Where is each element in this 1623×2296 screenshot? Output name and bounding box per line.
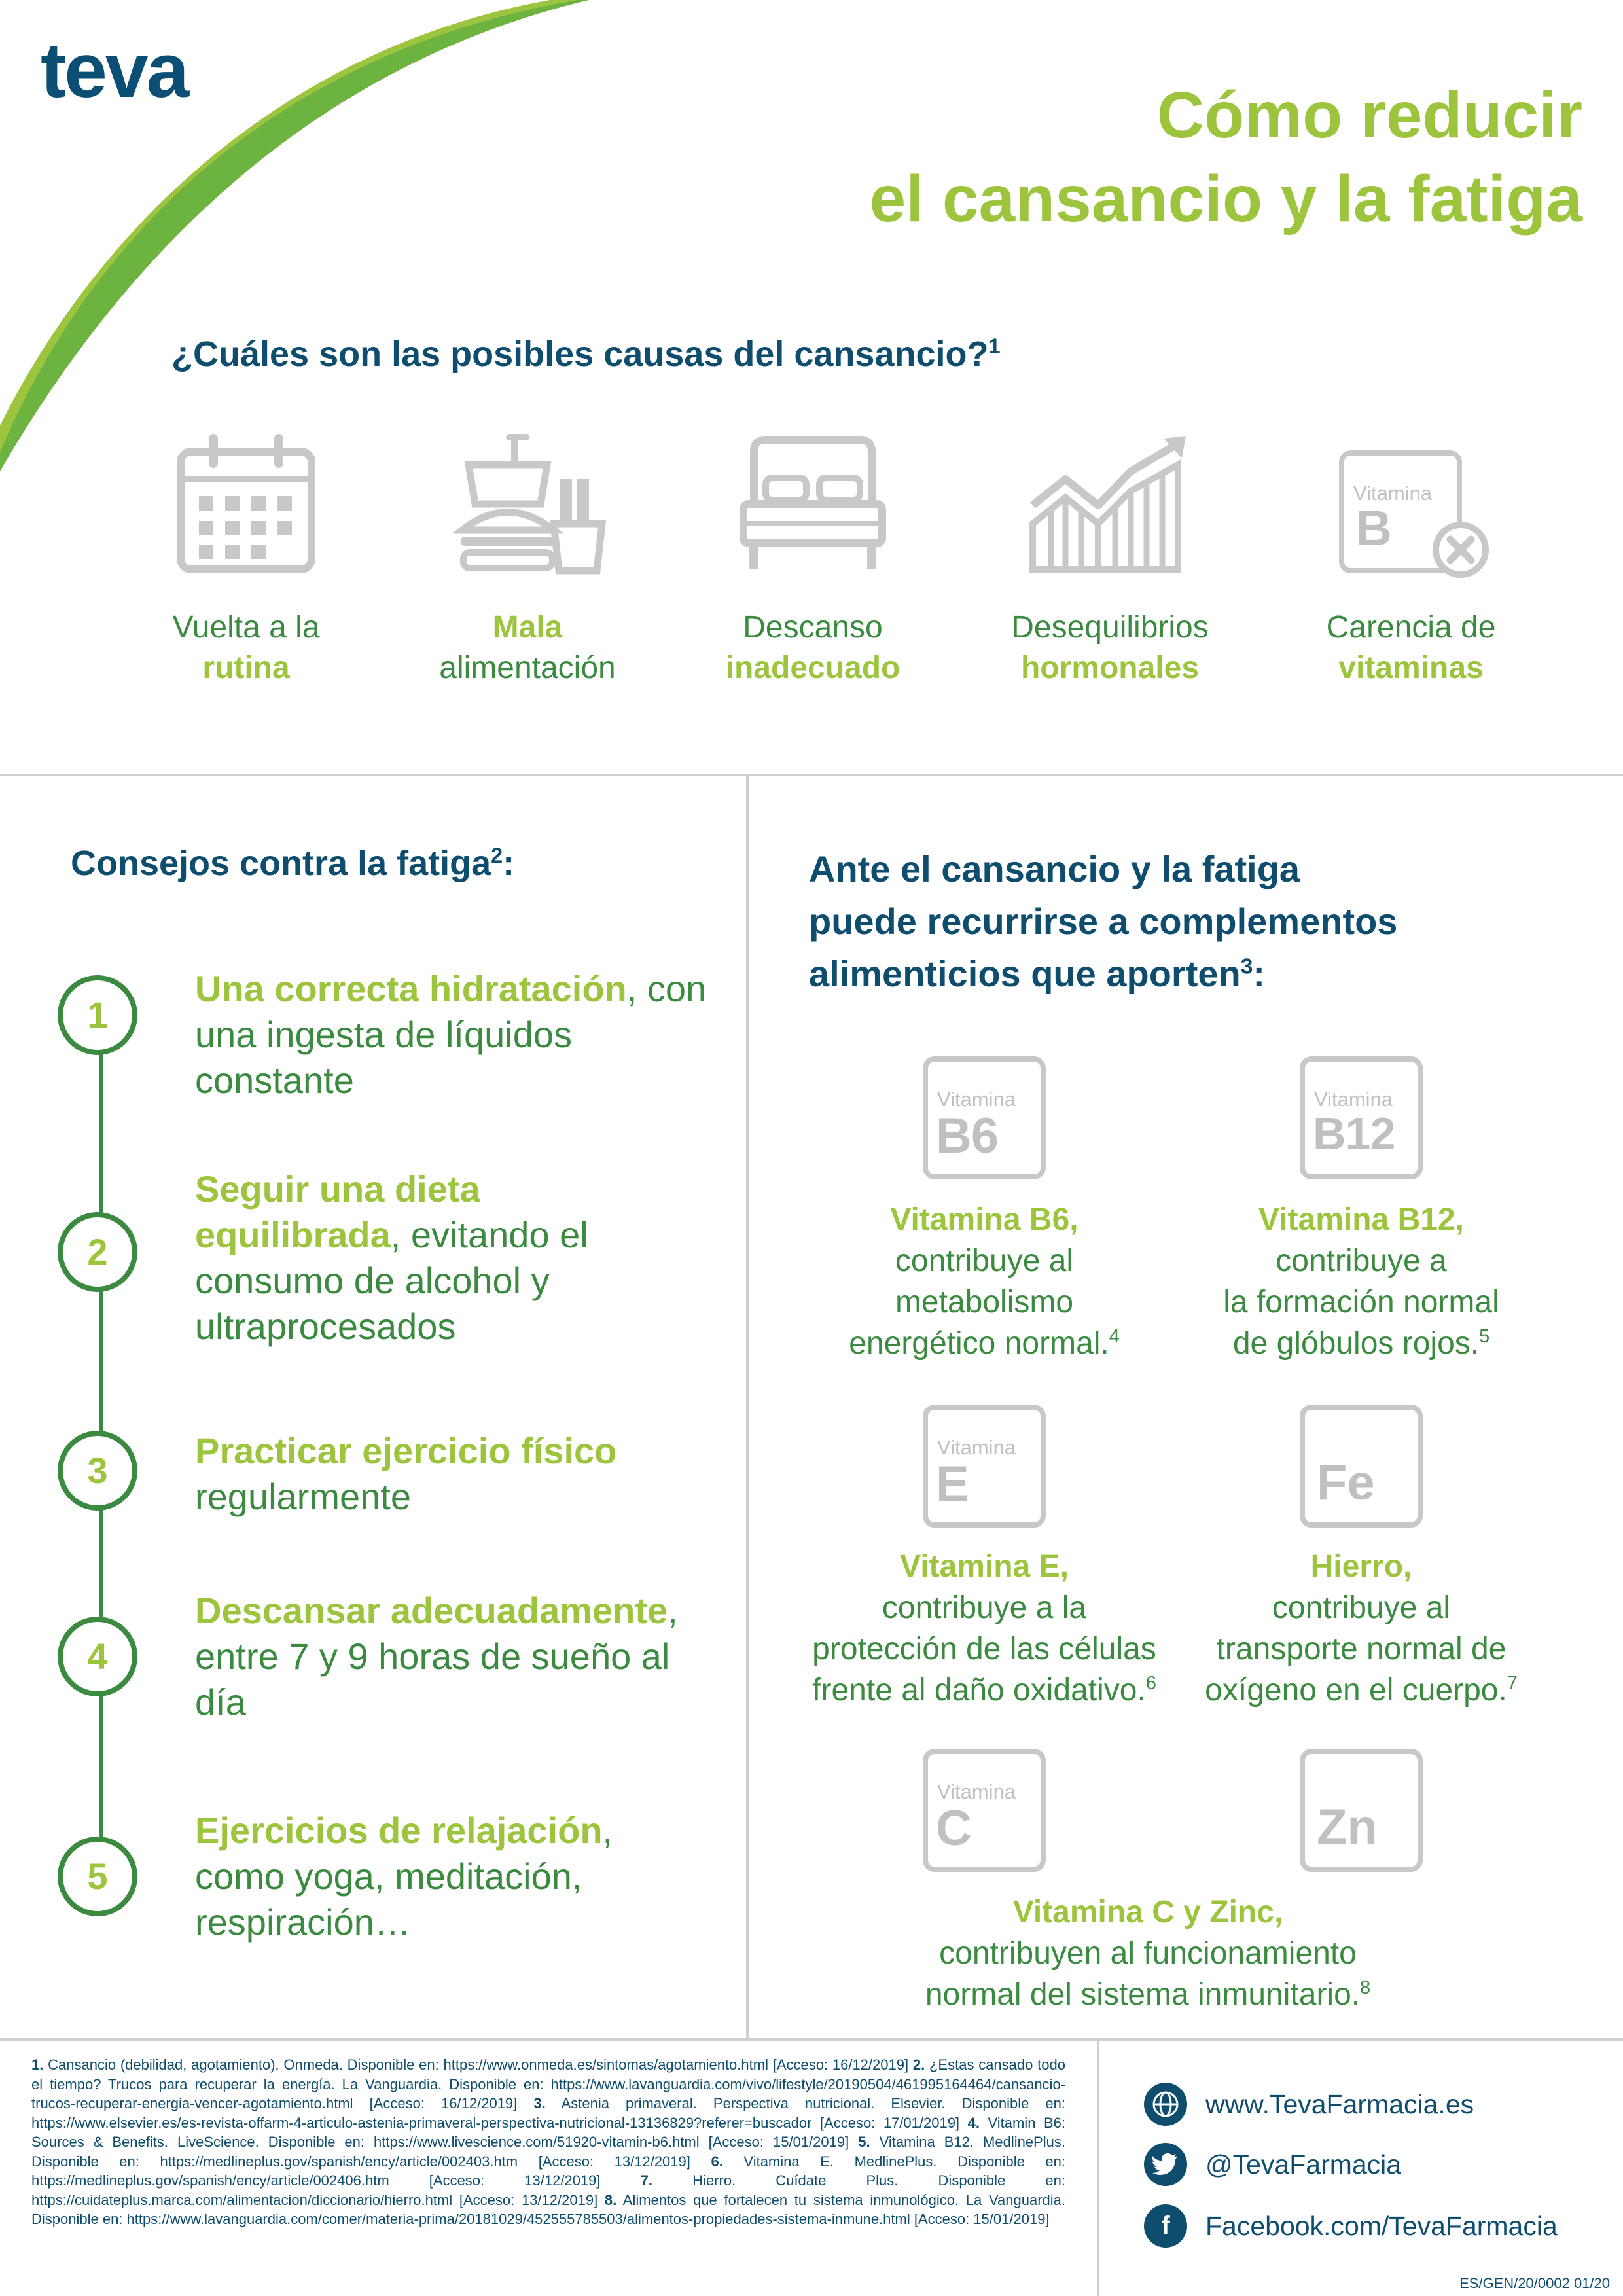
cause-rutina-label <box>115 607 377 689</box>
facebook-link[interactable] <box>1144 2203 1558 2249</box>
iron-name: Hierro, <box>1310 1549 1412 1584</box>
vitamin-c-zinc-description <box>886 1892 1410 2015</box>
iron-ref: 7 <box>1507 1673 1518 1694</box>
ref-7-number: 7. <box>640 2172 653 2189</box>
vitamin-b6-name: Vitamina B6, <box>890 1202 1079 1237</box>
ref-2-number: 2. <box>912 2056 925 2073</box>
causes-heading-text: ¿Cuáles son las posibles causas del cansancio? <box>171 334 989 374</box>
supplements-heading <box>809 843 1581 1000</box>
cause-descanso-pre: Descanso <box>743 610 883 645</box>
ref-6-number: 6. <box>711 2153 723 2170</box>
vitamin-b12-name: Vitamina B12, <box>1258 1202 1464 1237</box>
vitamin-c-badge <box>923 1749 1046 1872</box>
vitamin-c-zinc-name: Vitamina C y Zinc, <box>1012 1895 1283 1929</box>
cause-alimentacion-bold: Mala <box>492 610 563 645</box>
tip-1-rest: con una ingesta de líquidos constante <box>195 968 707 1101</box>
tip-4-comma: , <box>668 1590 678 1631</box>
tip-1-comma: , <box>626 968 637 1009</box>
vitamin-e-badge-big: E <box>936 1456 969 1512</box>
supplements-heading-ref: 3 <box>1240 954 1253 979</box>
vitamin-b6-badge-small: Vitamina <box>937 1088 1016 1111</box>
ref-1-number: 1. <box>31 2056 44 2073</box>
vitamin-b12-line-2: la formación normal <box>1223 1285 1499 1319</box>
tip-5 <box>195 1808 692 1945</box>
facebook-link-text[interactable]: Facebook.com/TevaFarmacia <box>1205 2210 1558 2241</box>
tip-4 <box>195 1588 692 1725</box>
iron-line-1: contribuye al <box>1272 1590 1451 1625</box>
twitter-link-text[interactable]: @TevaFarmacia <box>1205 2149 1402 2179</box>
vitamin-b12-badge-small: Vitamina <box>1314 1088 1393 1111</box>
tip-3-bold: Practicar ejercicio físico <box>195 1430 617 1471</box>
vitamin-b6-badge <box>923 1056 1046 1179</box>
twitter-icon <box>1144 2143 1187 2186</box>
vitamin-e-line-1: contribuye a la <box>882 1590 1087 1625</box>
cause-vitaminas <box>1280 432 1542 689</box>
ref-6-text: Vitamina E. MedlinePlus. Disponible en: https://medlineplus.gov/spanish/ency/article/002406.htm [Acceso: 13/12/2019] <box>31 2153 1065 2189</box>
cause-vitaminas-bold: vitaminas <box>1338 651 1484 685</box>
vitamin-b-missing-icon <box>1326 432 1496 576</box>
vitamin-b6-badge-big: B6 <box>936 1108 999 1164</box>
vitamin-e-description <box>788 1546 1181 1711</box>
bed-icon <box>734 432 891 576</box>
supplements-heading-line-2: puede recurrirse a complementos <box>809 901 1398 942</box>
iron-badge <box>1300 1405 1423 1528</box>
vitamin-b12-ref: 5 <box>1479 1326 1490 1347</box>
tip-5-bold: Ejercicios de relajación <box>195 1810 603 1851</box>
cause-rutina-bold: rutina <box>202 651 290 685</box>
cause-vitaminas-pre: Carencia de <box>1326 610 1496 645</box>
vitamin-e-line-2: protección de las células <box>812 1632 1156 1666</box>
ref-2-text: ¿Estas cansado todo el tiempo? Trucos para recuperar la energía. La Vanguardia. Disponible en: https://www.lavanguardia.com/vivo/lifestyle/20190504/461995164464/cansancio-trucos-recuperar-energia-vencer-agotamiento.html [Acceso: 16/12/2019] <box>31 2056 1065 2111</box>
vitamin-b-badge-big: B <box>1356 501 1392 556</box>
footer-column-divider <box>1097 2041 1099 2296</box>
vitamin-c-badge-small: Vitamina <box>937 1780 1016 1803</box>
tip-5-rest: como yoga, meditación, respiración… <box>195 1856 582 1943</box>
document-code: ES/GEN/20/0002 01/20 <box>1459 2275 1610 2291</box>
vitamin-b12-badge-big: B12 <box>1313 1108 1395 1159</box>
cause-vitaminas-label <box>1280 607 1542 689</box>
ref-5-text: Vitamina B12. MedlinePlus. Disponible en: https://medlineplus.gov/spanish/ency/article/002403.htm [Acceso: 13/12/2019] <box>31 2134 1065 2170</box>
vitamin-c-badge-big: C <box>936 1801 971 1856</box>
vitamin-c-zinc-line-1: contribuyen al funcionamiento <box>939 1936 1357 1971</box>
tip-2-comma: , <box>390 1214 401 1255</box>
ref-1-text: Cansancio (debilidad, agotamiento). Onmeda. Disponible en: https://www.onmeda.es/sintomas/agotamiento.html [Acceso: 16/12/2019] <box>48 2056 909 2073</box>
vitamin-b12-badge <box>1300 1056 1423 1179</box>
twitter-link[interactable] <box>1144 2142 1401 2187</box>
ref-3-text: Astenia primaveral. Perspectiva nutricional. Elsevier. Disponible en: https://www.elsevier.es/es-revista-offarm-4-articulo-astenia-primaveral-perspectiva-nutricional-13136829?referer=buscador [Acceso: 17/01/2019] <box>31 2095 1065 2131</box>
tip-number-3: 3 <box>58 1431 137 1511</box>
cause-hormonales <box>979 432 1241 689</box>
tip-number-5: 5 <box>58 1837 137 1916</box>
vitamin-b6-description <box>788 1199 1181 1364</box>
tip-5-comma: , <box>602 1810 613 1851</box>
tip-number-4: 4 <box>58 1617 137 1696</box>
ref-5-number: 5. <box>858 2134 870 2150</box>
vitamin-b12-description <box>1165 1199 1558 1364</box>
references <box>31 2055 1065 2229</box>
title-line-1: Cómo reducir <box>1156 79 1582 152</box>
ref-8-number: 8. <box>604 2191 617 2208</box>
cause-descanso-bold: inadecuado <box>725 651 901 685</box>
tips-heading-suffix: : <box>503 844 515 883</box>
section-divider <box>0 774 1623 776</box>
causes-heading <box>171 334 1001 374</box>
vitamin-b6-line-1: contribuye al <box>895 1244 1074 1278</box>
tip-number-2: 2 <box>58 1212 137 1292</box>
vitamin-e-line-3: frente al daño oxidativo. <box>812 1673 1146 1708</box>
tip-2-bold: Seguir una dieta equilibrada <box>195 1168 480 1255</box>
page-title <box>870 73 1582 241</box>
cause-hormonales-pre: Desequilibrios <box>1011 610 1209 645</box>
tip-1 <box>195 966 719 1103</box>
cause-alimentacion <box>397 432 658 689</box>
vitamin-b-badge-small: Vitamina <box>1353 482 1433 505</box>
ref-4-number: 4. <box>967 2114 980 2131</box>
column-divider <box>746 774 749 2038</box>
vitamin-e-name: Vitamina E, <box>900 1549 1069 1584</box>
title-line-2: el cansancio y la fatiga <box>869 162 1582 236</box>
vitamin-e-ref: 6 <box>1145 1673 1156 1694</box>
calendar-icon <box>168 432 325 576</box>
cause-rutina <box>115 432 377 689</box>
cross-icon <box>1431 520 1491 580</box>
web-link[interactable] <box>1144 2081 1474 2127</box>
zinc-badge-big: Zn <box>1317 1799 1378 1855</box>
ref-4-text: Vitamin B6: Sources & Benefits. LiveScience. Disponible en: https://www.livescience.com/51920-vitamin-b6.html [Acceso: 15/01/2019] <box>31 2114 1065 2150</box>
vitamin-b12-line-1: contribuye a <box>1275 1244 1447 1278</box>
tips-heading-text: Consejos contra la fatiga <box>71 844 491 883</box>
vitamin-b6-line-2: metabolismo <box>895 1285 1074 1319</box>
vitamin-c-zinc-line-2: normal del sistema inmunitario. <box>925 1977 1361 2012</box>
tip-4-bold: Descansar adecuadamente <box>195 1590 668 1631</box>
cause-hormonales-label <box>979 607 1241 689</box>
vitamin-e-badge-small: Vitamina <box>937 1436 1016 1459</box>
tip-4-rest: entre 7 y 9 horas de sueño al día <box>195 1636 670 1723</box>
supplements-heading-suffix: : <box>1253 953 1266 994</box>
cause-hormonales-bold: hormonales <box>1020 651 1200 685</box>
zinc-badge <box>1300 1749 1423 1872</box>
fast-food-icon <box>449 432 606 576</box>
facebook-icon: f <box>1144 2204 1187 2248</box>
cause-alimentacion-post: alimentación <box>439 651 616 685</box>
tip-3-rest: regularmente <box>195 1476 411 1517</box>
vitamin-b6-line-3: energético normal. <box>849 1326 1109 1361</box>
ref-3-number: 3. <box>533 2095 546 2111</box>
vitamin-b6-ref: 4 <box>1109 1326 1120 1347</box>
iron-badge-big: Fe <box>1317 1455 1375 1511</box>
vitamin-e-badge <box>923 1405 1046 1528</box>
tip-2-rest: evitando el consumo de alcohol y ultraprocesados <box>195 1214 588 1347</box>
iron-line-3: oxígeno en el cuerpo. <box>1205 1673 1507 1708</box>
tip-2 <box>195 1166 666 1350</box>
cause-descanso-label <box>682 607 944 689</box>
vitamin-b12-line-3: de glóbulos rojos. <box>1232 1326 1480 1361</box>
ref-7-text: Hierro. Cuídate Plus. Disponible en: https://cuidateplus.marca.com/alimentacion/diccionario/hierro.html [Acceso: 13/12/2019] <box>31 2172 1065 2208</box>
tip-3 <box>195 1428 719 1520</box>
vitamin-c-zinc-ref: 8 <box>1360 1977 1371 1998</box>
tips-heading <box>71 843 514 884</box>
cause-alimentacion-label <box>397 607 658 689</box>
supplements-heading-line-3: alimenticios que aporten <box>809 953 1241 994</box>
tip-1-bold: Una correcta hidratación <box>195 968 627 1009</box>
iron-description <box>1165 1546 1558 1711</box>
footer-divider <box>0 2038 1623 2041</box>
causes-heading-ref: 1 <box>988 334 1001 358</box>
web-link-text[interactable]: www.TevaFarmacia.es <box>1205 2089 1474 2119</box>
teva-logo: teva <box>41 27 188 114</box>
rising-chart-icon <box>1025 432 1195 576</box>
globe-icon <box>1144 2083 1187 2126</box>
iron-line-2: transporte normal de <box>1216 1632 1507 1666</box>
supplements-heading-line-1: Ante el cansancio y la fatiga <box>809 848 1300 889</box>
tip-number-1: 1 <box>58 975 137 1055</box>
cause-rutina-pre: Vuelta a la <box>172 610 320 645</box>
cause-descanso <box>682 432 944 689</box>
tips-heading-ref: 2 <box>491 844 503 867</box>
ref-8-text: Alimentos que fortalecen tu sistema inmunológico. La Vanguardia. Disponible en: https://www.lavanguardia.com/comer/materia-prima/20181029/452555785503/alimentos-propiedades-sistema-inmune.html [Acceso: 15/01/2019] <box>31 2191 1065 2227</box>
